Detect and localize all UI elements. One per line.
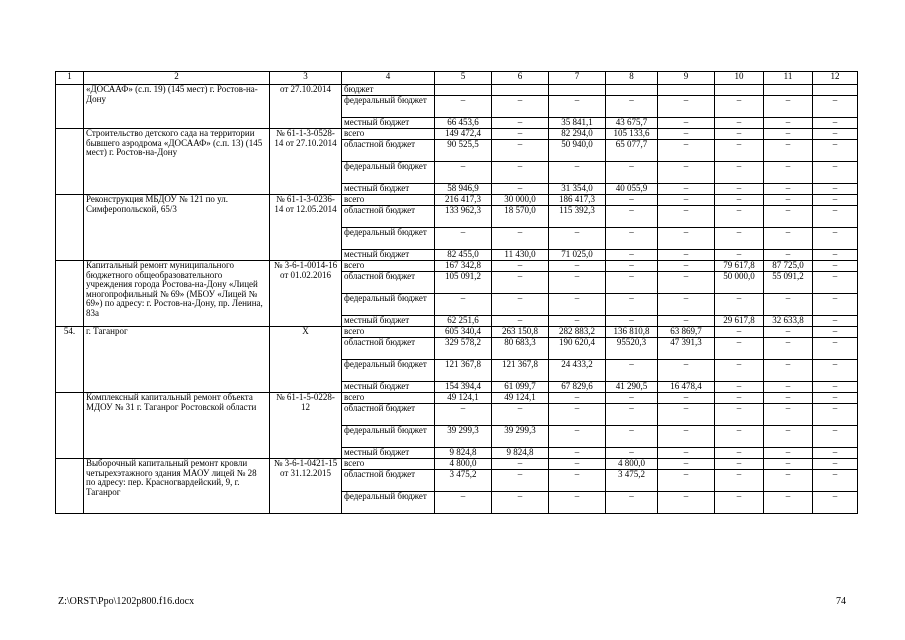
budget-kind: всего bbox=[342, 261, 435, 272]
value-cell: – bbox=[813, 327, 858, 338]
value-cell: – bbox=[813, 184, 858, 195]
budget-kind: местный бюджет bbox=[342, 448, 435, 459]
value-cell: – bbox=[764, 294, 813, 316]
value-cell: 16 478,4 bbox=[658, 382, 715, 393]
value-cell: – bbox=[764, 140, 813, 162]
value-cell: – bbox=[492, 492, 549, 514]
row-number bbox=[56, 261, 84, 327]
value-cell: 65 077,7 bbox=[606, 140, 658, 162]
object-name: г. Таганрог bbox=[84, 327, 270, 393]
value-cell: – bbox=[606, 206, 658, 228]
value-cell: – bbox=[549, 459, 606, 470]
value-cell: – bbox=[764, 470, 813, 492]
value-cell: – bbox=[813, 382, 858, 393]
value-cell: 9 824,8 bbox=[492, 448, 549, 459]
value-cell: – bbox=[606, 316, 658, 327]
value-cell: – bbox=[715, 195, 764, 206]
object-name: Реконструкция МБДОУ № 121 по ул. Симферопольской, 65/3 bbox=[84, 195, 270, 261]
value-cell: 90 525,5 bbox=[435, 140, 492, 162]
value-cell: 133 962,3 bbox=[435, 206, 492, 228]
value-cell: – bbox=[764, 250, 813, 261]
value-cell: 216 417,3 bbox=[435, 195, 492, 206]
row-number bbox=[56, 195, 84, 261]
budget-kind: федеральный бюджет bbox=[342, 162, 435, 184]
header-cell: 8 bbox=[606, 72, 658, 85]
table-header-row bbox=[56, 72, 858, 85]
budget-kind: федеральный бюджет bbox=[342, 492, 435, 514]
value-cell: 39 299,3 bbox=[492, 426, 549, 448]
value-cell: – bbox=[549, 492, 606, 514]
value-cell: – bbox=[549, 261, 606, 272]
value-cell: – bbox=[492, 140, 549, 162]
value-cell: – bbox=[813, 459, 858, 470]
value-cell: – bbox=[658, 96, 715, 118]
value-cell: 49 124,1 bbox=[492, 393, 549, 404]
document-number: от 27.10.2014 bbox=[270, 85, 342, 129]
value-cell: – bbox=[764, 228, 813, 250]
value-cell: – bbox=[658, 250, 715, 261]
value-cell: – bbox=[764, 448, 813, 459]
budget-kind: федеральный бюджет bbox=[342, 228, 435, 250]
value-cell: – bbox=[606, 272, 658, 294]
value-cell: 190 620,4 bbox=[549, 338, 606, 360]
value-cell bbox=[658, 85, 715, 96]
value-cell: – bbox=[492, 459, 549, 470]
value-cell: – bbox=[764, 195, 813, 206]
value-cell: – bbox=[606, 96, 658, 118]
value-cell: 49 124,1 bbox=[435, 393, 492, 404]
value-cell: – bbox=[764, 184, 813, 195]
value-cell: – bbox=[715, 162, 764, 184]
value-cell: 105 133,6 bbox=[606, 129, 658, 140]
value-cell: 18 570,0 bbox=[492, 206, 549, 228]
document-number: Х bbox=[270, 327, 342, 393]
value-cell: – bbox=[715, 426, 764, 448]
value-cell: – bbox=[435, 228, 492, 250]
value-cell: – bbox=[764, 162, 813, 184]
value-cell: 121 367,8 bbox=[492, 360, 549, 382]
value-cell: – bbox=[606, 360, 658, 382]
value-cell: – bbox=[813, 316, 858, 327]
budget-kind: федеральный бюджет bbox=[342, 294, 435, 316]
value-cell: 605 340,4 bbox=[435, 327, 492, 338]
value-cell: 4 800,0 bbox=[435, 459, 492, 470]
budget-kind: местный бюджет bbox=[342, 382, 435, 393]
budget-kind: всего bbox=[342, 393, 435, 404]
value-cell: 282 883,2 bbox=[549, 327, 606, 338]
value-cell: – bbox=[549, 162, 606, 184]
value-cell: 121 367,8 bbox=[435, 360, 492, 382]
value-cell: 136 810,8 bbox=[606, 327, 658, 338]
value-cell: – bbox=[813, 338, 858, 360]
object-name: Строительство детского сада на территории бывшего аэродрома «ДОСААФ» (с.п. 13) (145 мест) г. Ростов-на-Дону bbox=[84, 129, 270, 195]
value-cell: 39 299,3 bbox=[435, 426, 492, 448]
object-name: Комплексный капитальный ремонт объекта МДОУ № 31 г. Таганрог Ростовской области bbox=[84, 393, 270, 459]
value-cell: 149 472,4 bbox=[435, 129, 492, 140]
value-cell: – bbox=[715, 459, 764, 470]
value-cell: – bbox=[715, 250, 764, 261]
value-cell: – bbox=[813, 393, 858, 404]
value-cell: – bbox=[764, 129, 813, 140]
value-cell: 58 946,9 bbox=[435, 184, 492, 195]
budget-kind: всего bbox=[342, 459, 435, 470]
value-cell: – bbox=[813, 195, 858, 206]
value-cell: – bbox=[658, 404, 715, 426]
value-cell: – bbox=[813, 261, 858, 272]
value-cell: – bbox=[549, 96, 606, 118]
value-cell: – bbox=[813, 272, 858, 294]
value-cell: – bbox=[715, 404, 764, 426]
value-cell: – bbox=[715, 393, 764, 404]
value-cell: – bbox=[813, 96, 858, 118]
value-cell: – bbox=[492, 228, 549, 250]
header-cell: 6 bbox=[492, 72, 549, 85]
value-cell bbox=[606, 85, 658, 96]
header-cell: 1 bbox=[56, 72, 84, 85]
value-cell: – bbox=[813, 206, 858, 228]
value-cell: – bbox=[435, 492, 492, 514]
value-cell: 32 633,8 bbox=[764, 316, 813, 327]
value-cell: 82 294,0 bbox=[549, 129, 606, 140]
value-cell: 115 392,3 bbox=[549, 206, 606, 228]
value-cell: 41 290,5 bbox=[606, 382, 658, 393]
value-cell: – bbox=[658, 459, 715, 470]
table-row bbox=[56, 459, 858, 470]
value-cell: 40 055,9 bbox=[606, 184, 658, 195]
value-cell: 9 824,8 bbox=[435, 448, 492, 459]
value-cell: – bbox=[764, 118, 813, 129]
header-cell: 9 bbox=[658, 72, 715, 85]
value-cell: 24 433,2 bbox=[549, 360, 606, 382]
value-cell: – bbox=[715, 327, 764, 338]
table-row bbox=[56, 85, 858, 96]
header-cell: 7 bbox=[549, 72, 606, 85]
value-cell: 186 417,3 bbox=[549, 195, 606, 206]
row-number bbox=[56, 459, 84, 514]
table-row bbox=[56, 129, 858, 140]
budget-kind: местный бюджет bbox=[342, 118, 435, 129]
value-cell: – bbox=[606, 162, 658, 184]
header-cell: 10 bbox=[715, 72, 764, 85]
value-cell: – bbox=[764, 426, 813, 448]
value-cell: – bbox=[435, 96, 492, 118]
value-cell: – bbox=[606, 448, 658, 459]
value-cell: – bbox=[715, 338, 764, 360]
value-cell: – bbox=[606, 492, 658, 514]
value-cell: – bbox=[764, 360, 813, 382]
value-cell: – bbox=[813, 492, 858, 514]
value-cell: 87 725,0 bbox=[764, 261, 813, 272]
value-cell: – bbox=[764, 459, 813, 470]
budget-kind: областной бюджет bbox=[342, 206, 435, 228]
row-number bbox=[56, 393, 84, 459]
budget-kind: федеральный бюджет bbox=[342, 360, 435, 382]
value-cell: – bbox=[813, 250, 858, 261]
value-cell: 29 617,8 bbox=[715, 316, 764, 327]
value-cell: – bbox=[549, 228, 606, 250]
value-cell: 82 455,0 bbox=[435, 250, 492, 261]
value-cell: – bbox=[813, 140, 858, 162]
budget-kind: местный бюджет bbox=[342, 316, 435, 327]
budget-kind: местный бюджет bbox=[342, 250, 435, 261]
value-cell: 62 251,6 bbox=[435, 316, 492, 327]
header-cell: 12 bbox=[813, 72, 858, 85]
row-number bbox=[56, 129, 84, 195]
value-cell bbox=[492, 85, 549, 96]
value-cell: 67 829,6 bbox=[549, 382, 606, 393]
value-cell: – bbox=[813, 129, 858, 140]
value-cell: – bbox=[715, 118, 764, 129]
table-row bbox=[56, 195, 858, 206]
value-cell: – bbox=[715, 228, 764, 250]
object-name: Выборочный капитальный ремонт кровли четырехэтажного здания МАОУ лицей № 28 по адресу: пер. Красногвардейский, 9, г. Таганрог bbox=[84, 459, 270, 514]
value-cell: – bbox=[606, 228, 658, 250]
header-cell: 2 bbox=[84, 72, 270, 85]
value-cell: 80 683,3 bbox=[492, 338, 549, 360]
value-cell: – bbox=[658, 272, 715, 294]
budget-kind: областной бюджет bbox=[342, 140, 435, 162]
value-cell: – bbox=[715, 382, 764, 393]
value-cell: – bbox=[549, 448, 606, 459]
budget-kind: бюджет bbox=[342, 85, 435, 96]
budget-kind: областной бюджет bbox=[342, 470, 435, 492]
value-cell: 63 869,7 bbox=[658, 327, 715, 338]
budget-kind: областной бюджет bbox=[342, 272, 435, 294]
value-cell: – bbox=[764, 327, 813, 338]
value-cell: – bbox=[606, 195, 658, 206]
value-cell: – bbox=[658, 228, 715, 250]
value-cell: – bbox=[492, 184, 549, 195]
value-cell: 95520,3 bbox=[606, 338, 658, 360]
value-cell: – bbox=[549, 272, 606, 294]
value-cell: – bbox=[813, 118, 858, 129]
header-cell: 11 bbox=[764, 72, 813, 85]
header-cell: 4 bbox=[342, 72, 435, 85]
value-cell: – bbox=[435, 404, 492, 426]
budget-kind: областной бюджет bbox=[342, 404, 435, 426]
value-cell: – bbox=[549, 294, 606, 316]
table-row bbox=[56, 393, 858, 404]
value-cell bbox=[764, 85, 813, 96]
value-cell: – bbox=[658, 162, 715, 184]
value-cell: – bbox=[492, 129, 549, 140]
value-cell: 154 394,4 bbox=[435, 382, 492, 393]
value-cell: – bbox=[764, 96, 813, 118]
value-cell: – bbox=[715, 294, 764, 316]
value-cell bbox=[813, 85, 858, 96]
value-cell: – bbox=[715, 96, 764, 118]
value-cell: 3 475,2 bbox=[435, 470, 492, 492]
value-cell: – bbox=[813, 448, 858, 459]
value-cell bbox=[715, 85, 764, 96]
value-cell: – bbox=[715, 129, 764, 140]
value-cell: – bbox=[813, 426, 858, 448]
value-cell: – bbox=[549, 393, 606, 404]
budget-kind: федеральный бюджет bbox=[342, 426, 435, 448]
value-cell bbox=[549, 85, 606, 96]
value-cell: 50 000,0 bbox=[715, 272, 764, 294]
value-cell: – bbox=[813, 162, 858, 184]
value-cell: – bbox=[606, 393, 658, 404]
value-cell: – bbox=[492, 470, 549, 492]
budget-kind: всего bbox=[342, 129, 435, 140]
value-cell: – bbox=[549, 426, 606, 448]
table-row bbox=[56, 261, 858, 272]
document-number: № 61-1-3-0236-14 от 12.05.2014 bbox=[270, 195, 342, 261]
budget-kind: местный бюджет bbox=[342, 184, 435, 195]
value-cell: – bbox=[813, 404, 858, 426]
value-cell: – bbox=[658, 426, 715, 448]
value-cell bbox=[435, 85, 492, 96]
value-cell: 263 150,8 bbox=[492, 327, 549, 338]
value-cell: – bbox=[764, 338, 813, 360]
value-cell: – bbox=[658, 316, 715, 327]
value-cell: – bbox=[492, 96, 549, 118]
value-cell: – bbox=[606, 294, 658, 316]
value-cell: – bbox=[492, 294, 549, 316]
row-number bbox=[56, 85, 84, 129]
value-cell: 55 091,2 bbox=[764, 272, 813, 294]
value-cell: – bbox=[658, 184, 715, 195]
value-cell: – bbox=[549, 404, 606, 426]
budget-table bbox=[55, 71, 858, 514]
budget-kind: областной бюджет bbox=[342, 338, 435, 360]
document-number: № 3-6-1-0421-15 от 31.12.2015 bbox=[270, 459, 342, 514]
value-cell: – bbox=[606, 426, 658, 448]
header-cell: 3 bbox=[270, 72, 342, 85]
footer-file-path: Z:\ORST\Ppo\1202p800.f16.docx bbox=[58, 596, 195, 607]
document-number: № 61-1-5-0228-12 bbox=[270, 393, 342, 459]
value-cell: 105 091,2 bbox=[435, 272, 492, 294]
value-cell: – bbox=[764, 404, 813, 426]
value-cell: – bbox=[715, 492, 764, 514]
value-cell: 167 342,8 bbox=[435, 261, 492, 272]
value-cell: – bbox=[658, 195, 715, 206]
value-cell: 79 617,8 bbox=[715, 261, 764, 272]
value-cell: – bbox=[658, 360, 715, 382]
value-cell: – bbox=[435, 294, 492, 316]
header-cell: 5 bbox=[435, 72, 492, 85]
value-cell: – bbox=[813, 228, 858, 250]
value-cell: 71 025,0 bbox=[549, 250, 606, 261]
value-cell: 66 453,6 bbox=[435, 118, 492, 129]
budget-kind: федеральный бюджет bbox=[342, 96, 435, 118]
value-cell: – bbox=[492, 316, 549, 327]
value-cell: – bbox=[492, 272, 549, 294]
table-row bbox=[56, 327, 858, 338]
value-cell: 61 099,7 bbox=[492, 382, 549, 393]
value-cell: – bbox=[492, 118, 549, 129]
value-cell: 11 430,0 bbox=[492, 250, 549, 261]
value-cell: – bbox=[658, 140, 715, 162]
value-cell: – bbox=[764, 382, 813, 393]
value-cell: 43 675,7 bbox=[606, 118, 658, 129]
value-cell: – bbox=[715, 448, 764, 459]
value-cell: 3 475,2 bbox=[606, 470, 658, 492]
value-cell: – bbox=[813, 470, 858, 492]
value-cell: – bbox=[658, 492, 715, 514]
footer-page-number: 74 bbox=[836, 596, 846, 607]
value-cell: – bbox=[813, 294, 858, 316]
value-cell: – bbox=[764, 393, 813, 404]
table-body bbox=[56, 72, 858, 514]
value-cell: – bbox=[606, 261, 658, 272]
value-cell: – bbox=[549, 470, 606, 492]
budget-kind: всего bbox=[342, 327, 435, 338]
value-cell: – bbox=[658, 393, 715, 404]
value-cell: – bbox=[715, 360, 764, 382]
value-cell: – bbox=[764, 206, 813, 228]
value-cell: 35 841,1 bbox=[549, 118, 606, 129]
value-cell: – bbox=[658, 118, 715, 129]
row-number: 54. bbox=[56, 327, 84, 393]
value-cell: – bbox=[715, 184, 764, 195]
document-number: № 61-1-3-0528-14 от 27.10.2014 bbox=[270, 129, 342, 195]
value-cell: – bbox=[715, 470, 764, 492]
value-cell: 31 354,0 bbox=[549, 184, 606, 195]
value-cell: 50 940,0 bbox=[549, 140, 606, 162]
value-cell: – bbox=[549, 316, 606, 327]
value-cell: – bbox=[606, 404, 658, 426]
value-cell: – bbox=[658, 129, 715, 140]
budget-kind: всего bbox=[342, 195, 435, 206]
value-cell: – bbox=[764, 492, 813, 514]
value-cell: – bbox=[715, 140, 764, 162]
value-cell: – bbox=[435, 162, 492, 184]
value-cell: 4 800,0 bbox=[606, 459, 658, 470]
object-name: Капитальный ремонт муниципального бюджетного общеобразовательного учреждения города Ростова-на-Дону «Лицей многопрофильный № 69» (МБОУ «Лицей № 69») по адресу: г. Ростов-на-Дону, пр. Ленина, 83а bbox=[84, 261, 270, 327]
object-name: «ДОСААФ» (с.п. 19) (145 мест) г. Ростов-на-Дону bbox=[84, 85, 270, 129]
value-cell: – bbox=[492, 404, 549, 426]
document-number: № 3-6-1-0014-16 от 01.02.2016 bbox=[270, 261, 342, 327]
value-cell: – bbox=[492, 261, 549, 272]
value-cell: – bbox=[658, 294, 715, 316]
value-cell: 329 578,2 bbox=[435, 338, 492, 360]
value-cell: 47 391,3 bbox=[658, 338, 715, 360]
value-cell: – bbox=[492, 162, 549, 184]
value-cell: – bbox=[715, 206, 764, 228]
value-cell: – bbox=[606, 250, 658, 261]
value-cell: – bbox=[813, 360, 858, 382]
value-cell: – bbox=[658, 470, 715, 492]
value-cell: 30 000,0 bbox=[492, 195, 549, 206]
value-cell: – bbox=[658, 448, 715, 459]
value-cell: – bbox=[658, 261, 715, 272]
value-cell: – bbox=[658, 206, 715, 228]
